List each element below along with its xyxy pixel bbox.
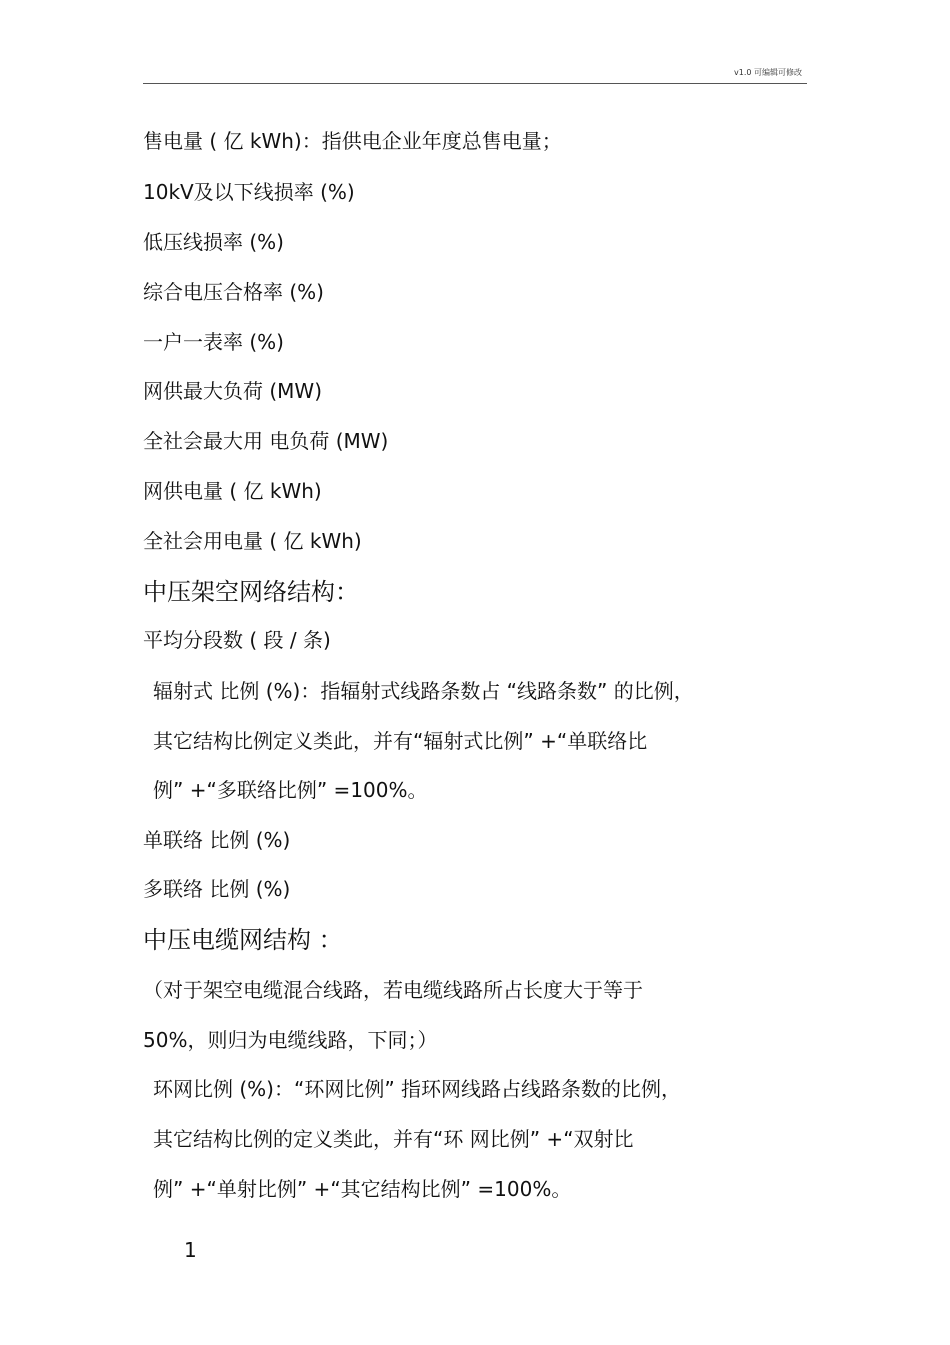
text-line-average-segments: 平均分段数 ( 段 / 条) [143,628,331,652]
text-line-ring-ratio-end: 例” +“单射比例” +“其它结构比例” =100%。 [153,1177,572,1201]
page-number: 1 [184,1238,197,1262]
text-line-society-max-load: 全社会最大用 电负荷 (MW) [143,429,389,453]
text-line-radial-ratio: 辐射式 比例 (%)：指辐射式线路条数占 “线路条数” 的比例， [153,679,694,703]
text-line-radial-ratio-cont: 其它结构比例定义类此，并有“辐射式比例” +“单联络比 [153,729,648,753]
text-line-mixed-line-note: （对于架空电缆混合线路，若电缆线路所占长度大于等于 [143,978,643,1002]
text-line-multi-link-ratio: 多联络 比例 (%) [143,877,291,901]
text-line-one-meter-rate: 一户一表率 (%) [143,330,284,354]
text-line-voltage-qualification-rate: 综合电压合格率 (%) [143,280,324,304]
text-line-sales-volume: 售电量 ( 亿 kWh)：指供电企业年度总售电量； [143,129,562,153]
section-heading-overhead-network: 中压架空网络结构： [143,578,359,606]
header-rule [143,83,807,84]
text-line-grid-supply: 网供电量 ( 亿 kWh) [143,479,322,503]
section-heading-cable-network: 中压电缆网结构 ： [143,926,343,954]
text-line-ring-ratio: 环网比例 (%)：“环网比例” 指环网线路占线路条数的比例， [153,1077,682,1101]
text-line-single-link-ratio: 单联络 比例 (%) [143,828,291,852]
text-line-radial-ratio-end: 例” +“多联络比例” =100%。 [153,778,428,802]
header-note: v1.0 可编辑可修改 [734,68,802,77]
text-line-low-voltage-loss-rate: 低压线损率 (%) [143,230,284,254]
text-line-society-consumption: 全社会用电量 ( 亿 kWh) [143,529,362,553]
text-line-ring-ratio-cont: 其它结构比例的定义类此，并有“环 网比例” +“双射比 [153,1127,634,1151]
text-line-mixed-line-note-end: 50%，则归为电缆线路，下同；） [143,1028,438,1052]
text-line-grid-max-load: 网供最大负荷 (MW) [143,379,322,403]
text-line-10kv-loss-rate: 10kV及以下线损率 (%) [143,180,355,204]
